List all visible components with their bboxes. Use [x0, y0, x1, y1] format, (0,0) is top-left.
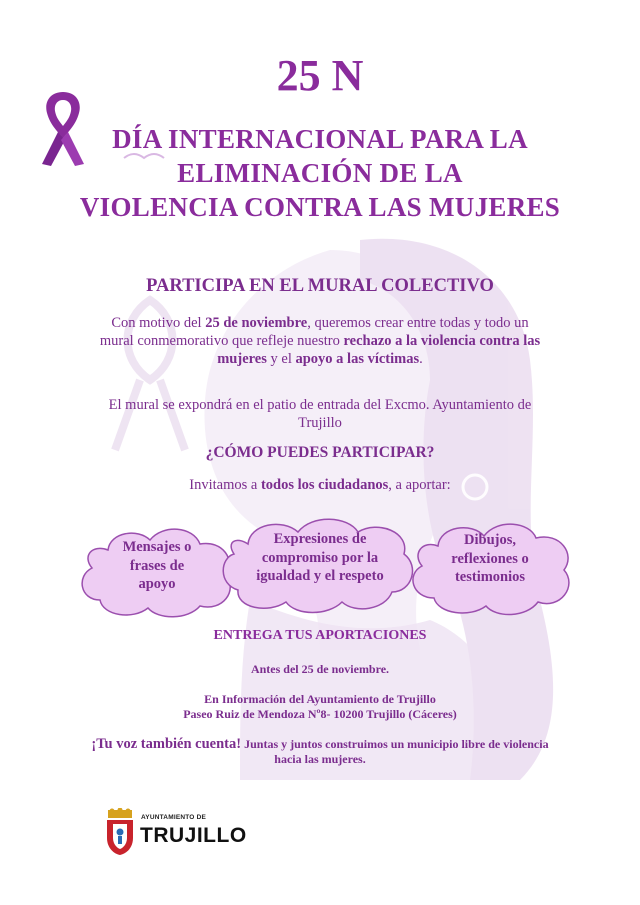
cloud-3-line-3: testimonios [454, 569, 526, 585]
invite-text-1: Invitamos a [189, 477, 261, 493]
cloud-1-line-2: frases de [129, 557, 185, 574]
cloud-3-line-1: Dibujos, [464, 532, 516, 548]
intro-bold-date: 25 de noviembre [205, 315, 308, 331]
invite-text-2: , a aportar: [388, 477, 451, 493]
exhibit-paragraph: El mural se expondrá en el patio de entrada del Excmo. Ayuntamiento de Trujillo [108, 397, 532, 431]
cloud-text-expressions [230, 530, 410, 586]
intro-bold-rejection: rechazo a la violencia contra las mujeres [217, 333, 541, 367]
title-line-3: VIOLENCIA CONTRA LAS MUJERES [79, 192, 561, 222]
cloud-1-line-1: Mensajes o [122, 539, 192, 555]
invite-text [0, 477, 640, 494]
intro-paragraph [95, 314, 545, 368]
slogan [90, 737, 550, 767]
delivery-deadline: Antes del 25 de noviembre. [250, 662, 390, 676]
slogan-headline: ¡Tu voz también cuenta! [91, 736, 242, 752]
delivery-heading: ENTREGA TUS APORTACIONES [213, 628, 427, 643]
slogan-rest: Juntas y juntos construimos un municipio libre de violencia hacia las mujeres. [241, 737, 549, 766]
trujillo-logo [104, 806, 247, 858]
cloud-text-drawings [420, 531, 560, 587]
intro-text-2: , queremos crear entre todas y todo un mural conmemorativo que refleje nuestro [99, 315, 529, 349]
main-title [60, 122, 580, 224]
mural-heading: PARTICIPA EN EL MURAL COLECTIVO [146, 276, 494, 296]
cloud-2-line-2: compromiso por la [261, 549, 379, 566]
cloud-3-line-2: reflexiones o [451, 550, 529, 567]
delivery-place-line-1: En Información del Ayuntamiento de Trujillo [204, 692, 436, 706]
intro-text-1: Con motivo del [111, 315, 206, 331]
cloud-2-line-3: igualdad y el respeto [256, 568, 384, 584]
logo-small-text: AYUNTAMIENTO DE [141, 814, 206, 821]
intro-text-3: y el [266, 351, 296, 367]
title-line-2: ELIMINACIÓN DE LA [177, 158, 463, 188]
invite-bold-citizens: todos los ciudadanos [260, 477, 389, 493]
date-title: 25 N [276, 51, 364, 100]
delivery-place-line-2: Paseo Ruiz de Mendoza Nº8- 10200 Trujillo (Cáceres) [183, 707, 457, 721]
cloud-text-messages [92, 538, 222, 594]
logo-big-text: TRUJILLO [140, 824, 247, 847]
participate-question: ¿CÓMO PUEDES PARTICIPAR? [205, 444, 435, 461]
intro-text-4: . [419, 351, 423, 367]
cloud-2-line-1: Expresiones de [273, 531, 367, 547]
title-line-1: DÍA INTERNACIONAL PARA LA [112, 124, 528, 154]
cloud-1-line-3: apoyo [138, 576, 176, 592]
intro-bold-support: apoyo a las víctimas [295, 351, 420, 367]
coat-of-arms-icon [104, 808, 136, 856]
